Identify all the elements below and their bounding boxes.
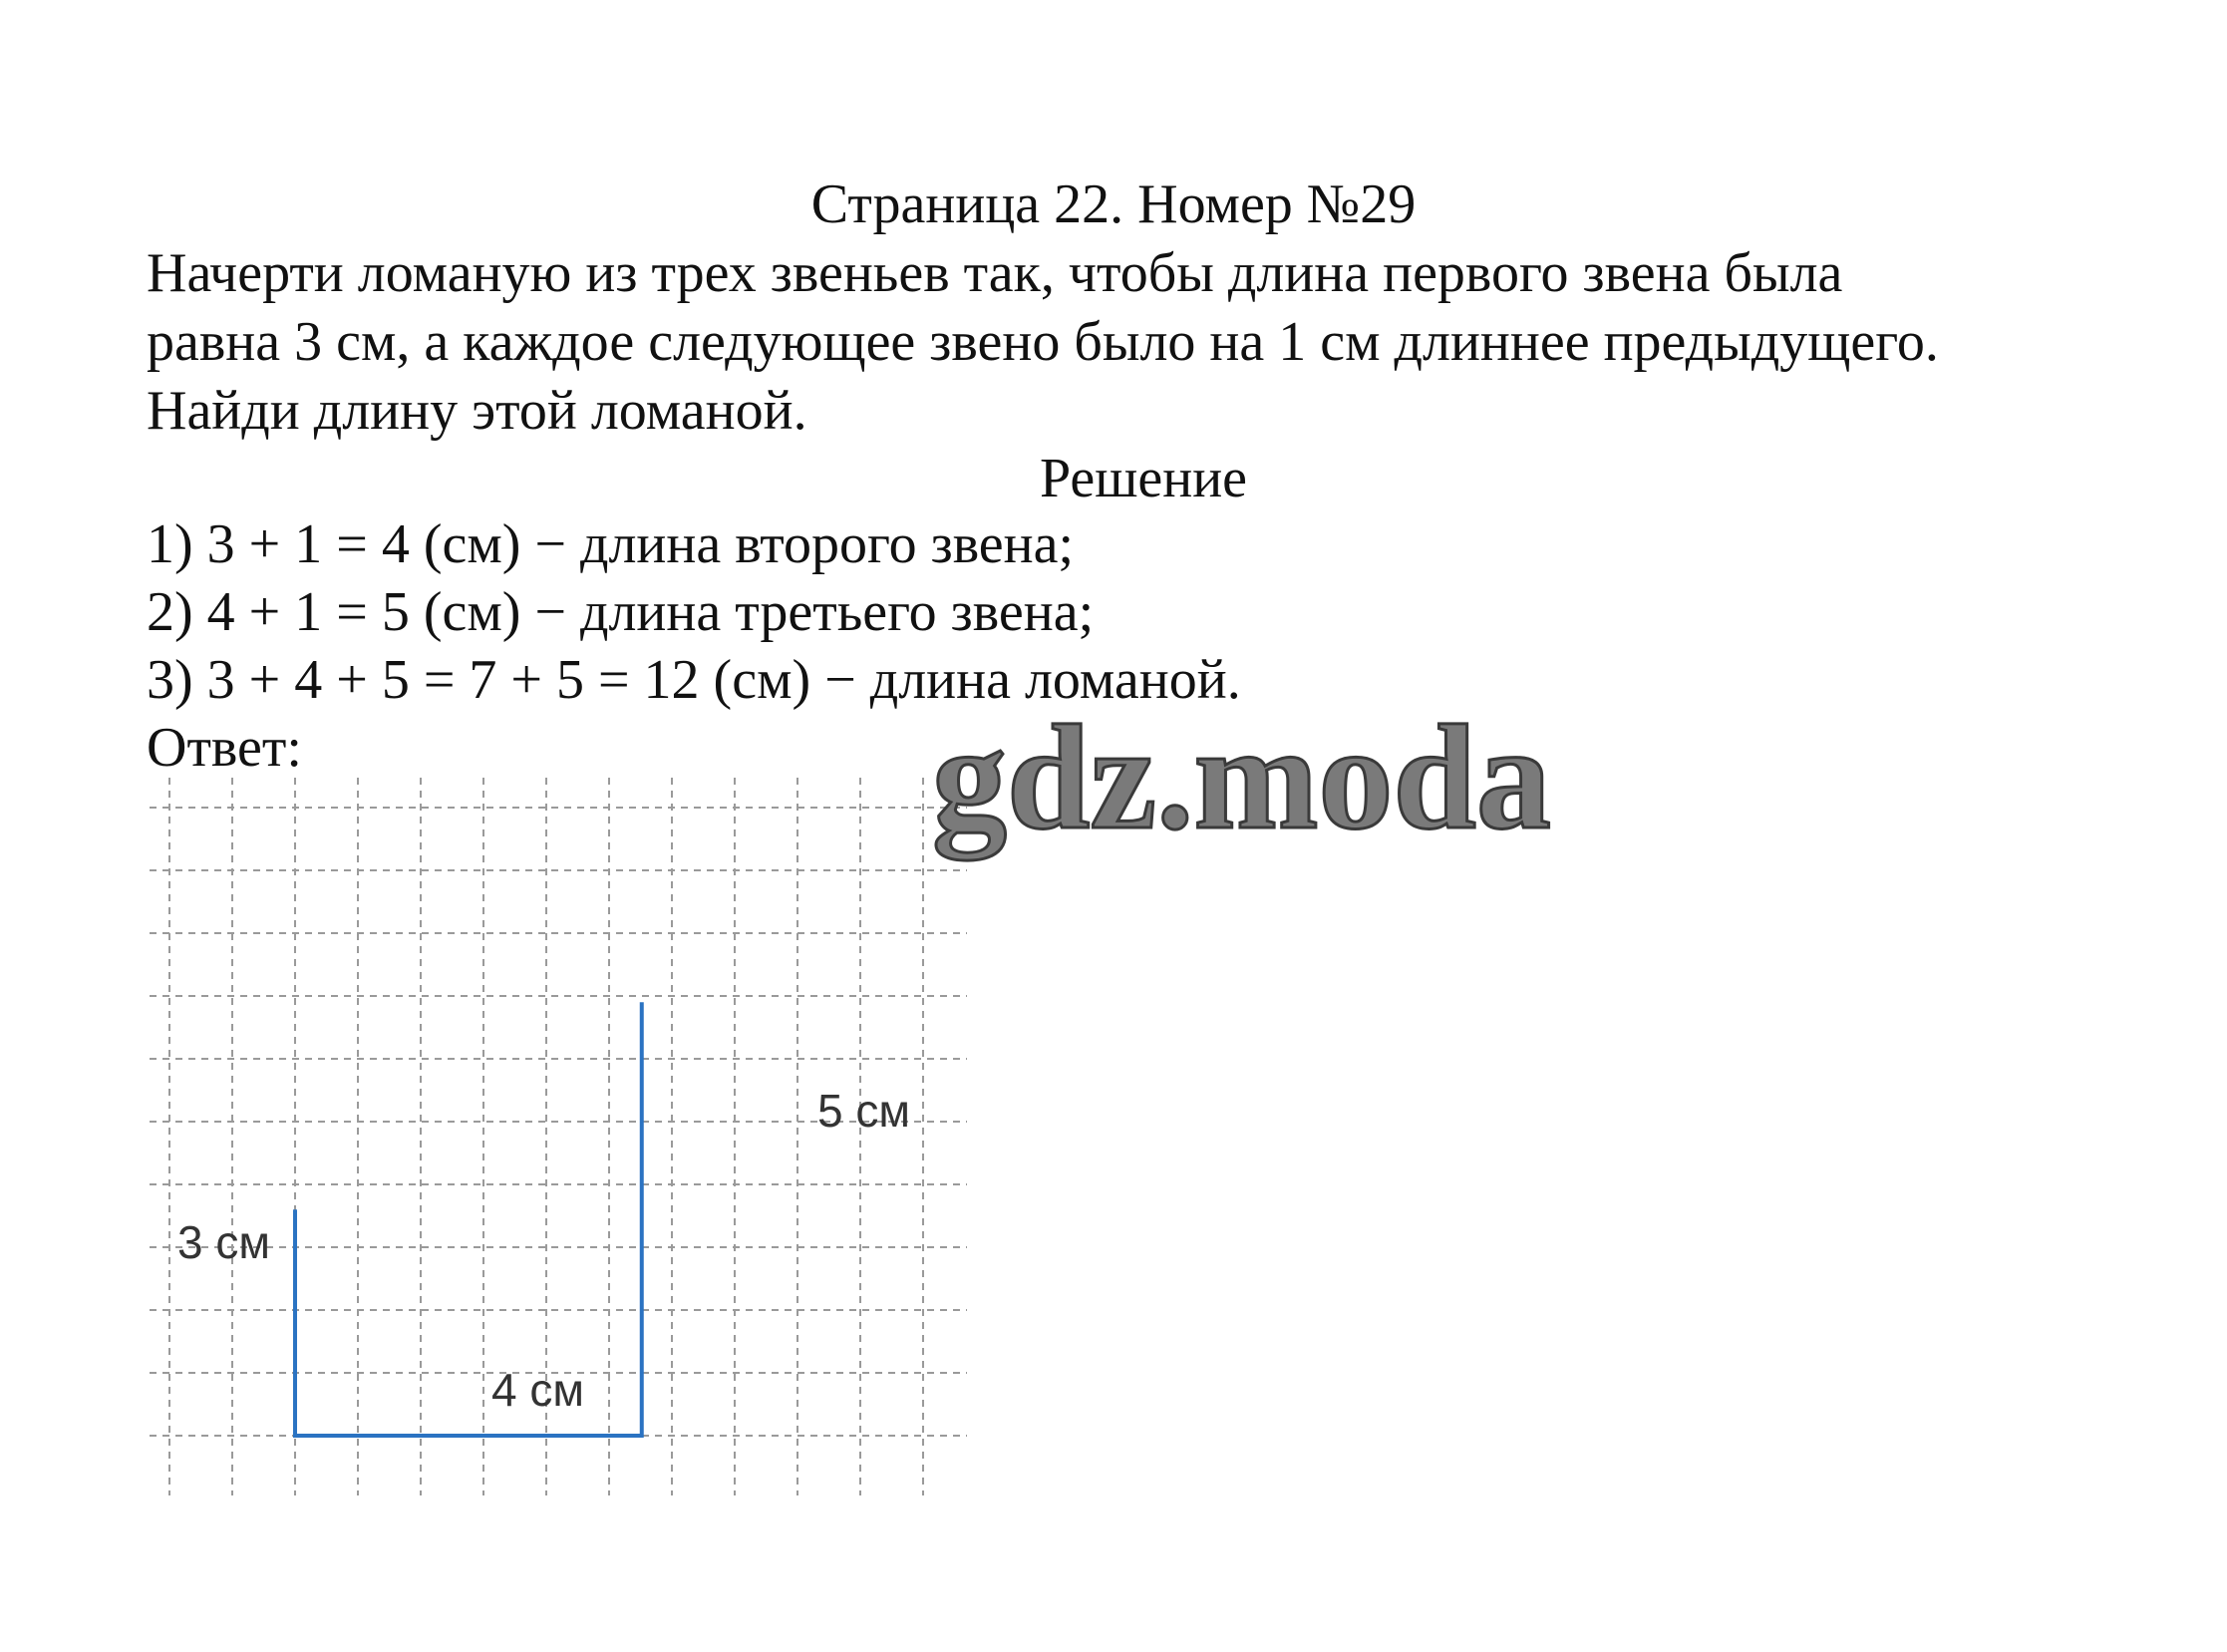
- polyline-grid-figure: [150, 778, 977, 1495]
- task-text: [147, 239, 2140, 446]
- segment-label-second: 4 см: [491, 1364, 584, 1416]
- solution-heading: Решение: [1039, 448, 1248, 509]
- task-line: Начерти ломаную из трех звеньев так, чтобы длина первого звена была: [147, 242, 1843, 304]
- watermark-logo: [927, 688, 1685, 887]
- answer-label: Ответ:: [147, 717, 302, 779]
- polyline-drawing: [295, 1002, 642, 1436]
- task-line: равна 3 см, а каждое следующее звено было на 1 см длиннее предыдущего.: [147, 311, 1939, 373]
- solution-step: 2) 4 + 1 = 5 (см) − длина третьего звена;: [147, 581, 1095, 643]
- segment-label-first: 3 см: [177, 1216, 270, 1268]
- task-line: Найди длину этой ломаной.: [147, 380, 807, 442]
- page-title: Страница 22. Номер №29: [810, 173, 1417, 235]
- solution-steps: [147, 510, 1241, 714]
- segment-label-third: 5 см: [817, 1085, 910, 1137]
- solution-step: 3) 3 + 4 + 5 = 7 + 5 = 12 (см) − длина ломаной.: [147, 649, 1241, 711]
- watermark-text: gdz.moda: [932, 695, 1551, 860]
- solution-step: 1) 3 + 1 = 4 (см) − длина второго звена;: [147, 513, 1075, 575]
